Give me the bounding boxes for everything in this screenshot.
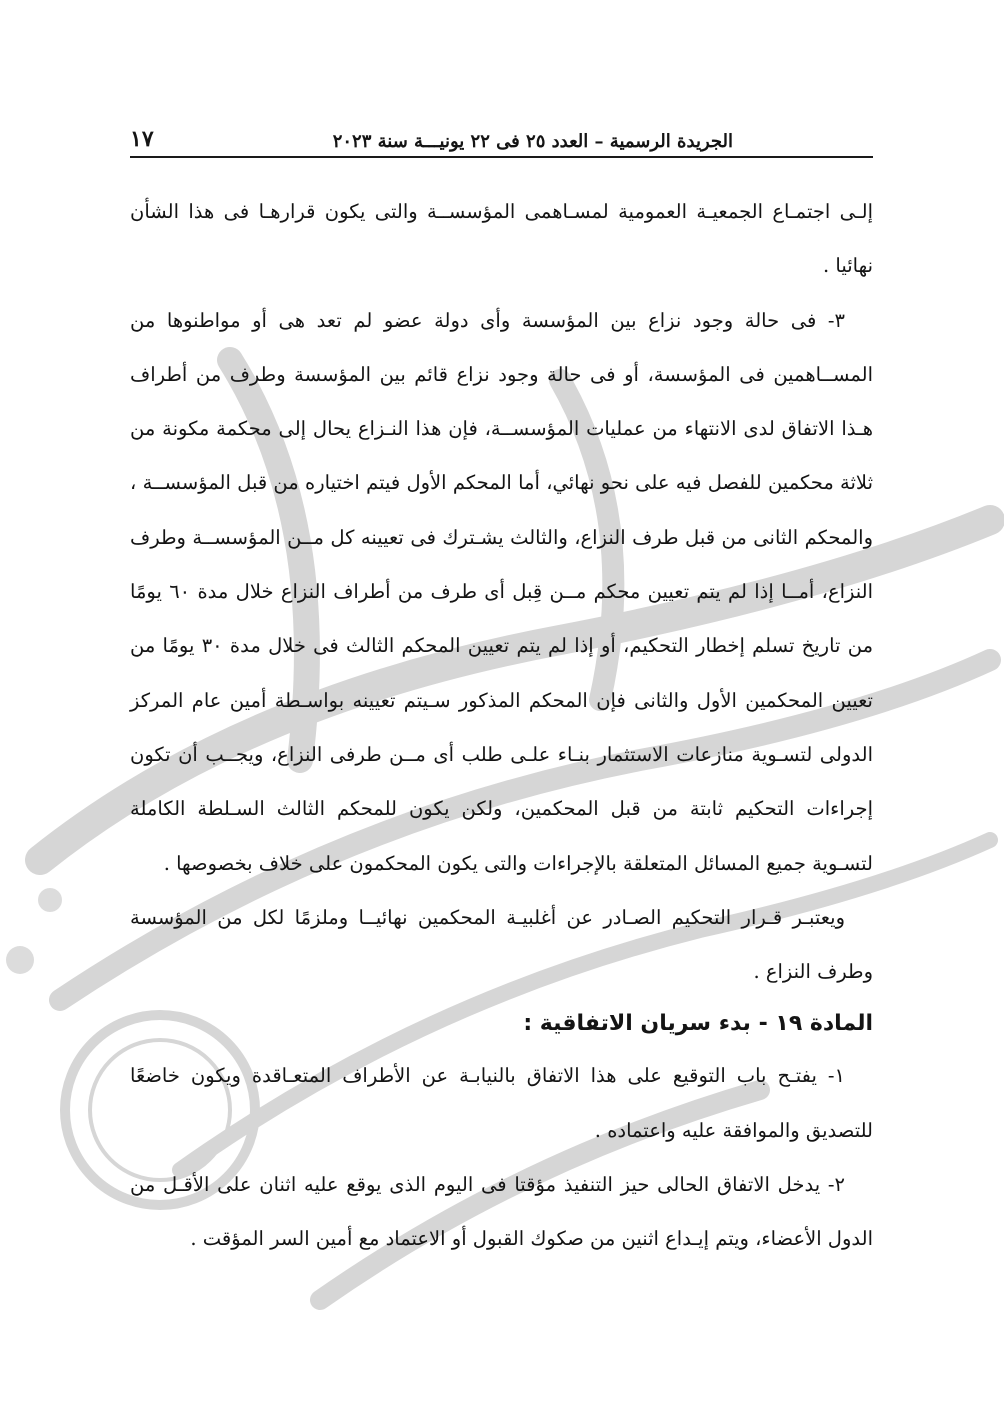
paragraph-entry-into-force: ٢- يدخل الاتفاق الحالى حيز التنفيذ مؤقتا فى اليوم الذى يوقع عليه اثنان على الأقـل من الدول الأعضاء، ويتم إيـداع اثنين من صكوك القبول أو الاعتماد مع أمين السر المؤقت . <box>130 1173 873 1251</box>
watermark-dot <box>6 946 34 974</box>
article-heading: المادة ١٩ - بدء سريان الاتفاقية : <box>523 1011 873 1037</box>
document-body <box>130 185 873 1267</box>
page-number: ١٧ <box>130 126 154 152</box>
page-header <box>130 108 873 158</box>
paragraph-dispute-clause: ٣- فى حالة وجود نزاع بين المؤسسة وأى دولة عضو لم تعد هى أو مواطنوها من المســاهمين فى المؤسسة، أو فى حالة وجود نزاع قائم بين المؤسسة وطرف من أطراف هـذا الاتفاق لدى الانتهاء من عمليات المؤسســة، فإن هذا النـزاع يحال إلى محكمة مكونة من ثلاثة محكمين للفصل فيه على نحو نهائي، أما المحكم الأول فيتم اختياره من قبل المؤسســة ، والمحكم الثانى من قبل طرف النزاع، والثالث يشـترك فى تعيينه كل مــن المؤسســة وطرف النزاع، أمــا إذا لم يتم تعيين محكم مــن قِبل أى طرف من أطراف النزاع خلال مدة ٦٠ يومًا من تاريخ تسلم إخطار التحكيم، أو إذا لم يتم تعيين المحكم الثالث فى خلال مدة ٣٠ يومًا من تعيين المحكمين الأول والثانى فإن المحكم المذكور سـيتم تعيينه بواسـطة أمين عام المركز الدولى لتسـوية منازعات الاستثمار بنـاء علـى طلب أى مــن طرفى النزاع، ويجــب أن تكون إجراءات التحكيم ثابتة من قبل المحكمين، ولكن يكون للمحكم الثالث السـلطة الكاملة لتسـوية جميع المسائل المتعلقة بالإجراءات والتى يكون المحكمون على خلاف بخصوصها . <box>130 308 874 875</box>
paragraph-arbitration-ruling: ويعتبـر قـرار التحكيم الصـادر عن أغلبيـة المحكمين نهائيــا وملزمًا لكل من المؤسسة وطرف النزاع . <box>130 905 873 984</box>
watermark-dot <box>38 888 62 912</box>
running-title: الجريدة الرسمية – العدد ٢٥ فى ٢٢ يونيـــة سنة ٢٠٢٣ <box>332 131 733 152</box>
paragraph-signature-opening: ١- يفتـح باب التوقيع على هذا الاتفاق بالنيابـة عن الأطراف المتعـاقدة ويكون خاضعًا للتصديق والموافقة عليه واعتماده . <box>130 1064 873 1142</box>
paragraph-continuation: إلـى اجتمـاع الجمعيـة العمومية لمسـاهمى المؤسســة والتى يكون قرارهـا فى هذا الشأن نهائيا . <box>130 200 873 278</box>
